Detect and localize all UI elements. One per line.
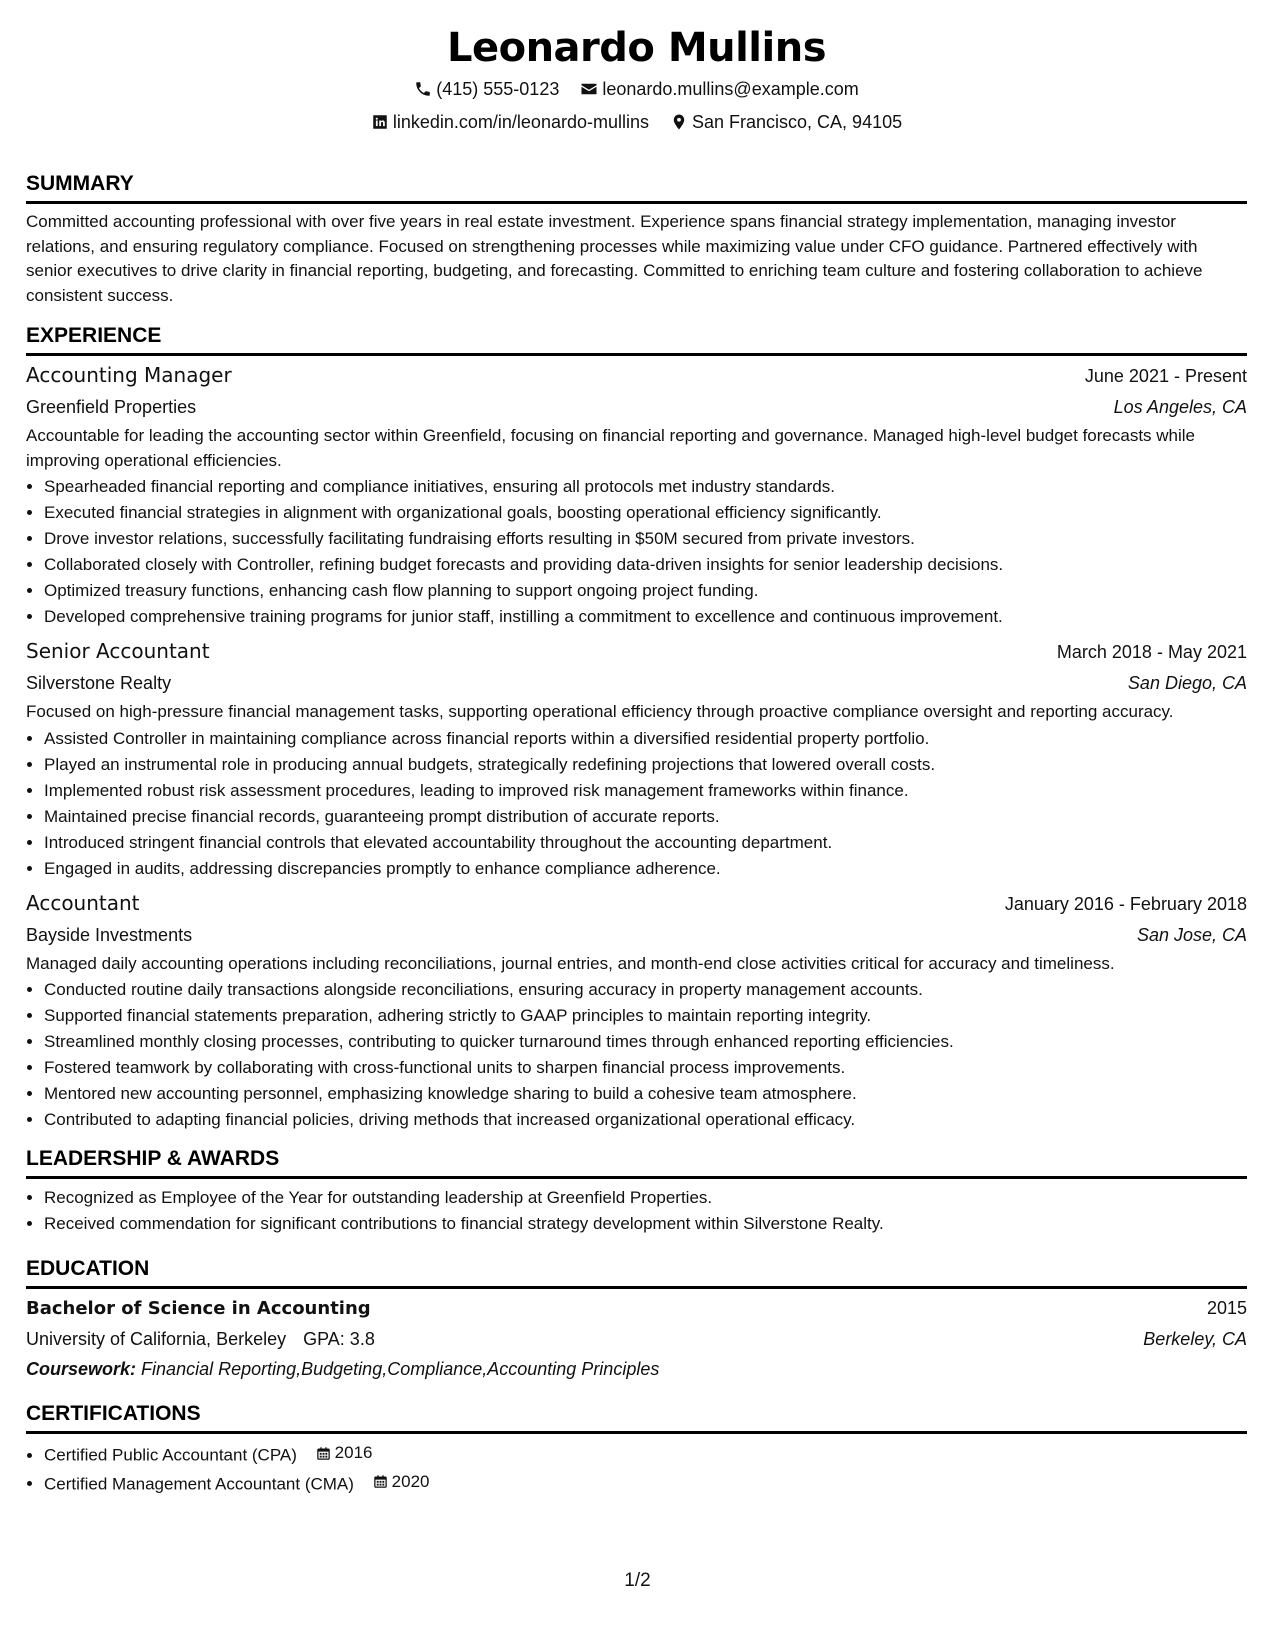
job-dates: June 2021 - Present: [1084, 366, 1247, 386]
job-location: San Jose, CA: [1136, 924, 1247, 945]
job-dates: March 2018 - May 2021: [1056, 642, 1247, 662]
summary-heading: SUMMARY: [26, 170, 1247, 204]
job-description: Accountable for leading the accounting sector within Greenfield, focusing on financial reporting and governance. Managed high-level budget forecasts while improving operational efficiencies.: [26, 426, 1196, 470]
calendar-icon: [316, 1446, 331, 1461]
calendar-icon: [373, 1474, 388, 1489]
certifications-section: [26, 1400, 1247, 1497]
job-description: Managed daily accounting operations including reconciliations, journal entries, and month-end close activities critical for accuracy and timeliness.: [26, 953, 1115, 973]
list-item: • Played an instrumental role in producing annual budgets, strategically redefining projections that lowered overall costs.: [44, 752, 1247, 778]
contact-line-1: [26, 74, 1247, 107]
job-title: Accountant: [26, 890, 140, 915]
job-company: Silverstone Realty: [26, 673, 172, 693]
job-dates: January 2016 - February 2018: [1004, 893, 1247, 914]
list-item: • Spearheaded financial reporting and compliance initiatives, ensuring all protocols met industry standards.: [44, 474, 1247, 500]
list-item: • Introduced stringent financial controls that elevated accountability throughout the accounting department.: [44, 830, 1247, 856]
job-title: Accounting Manager: [26, 363, 232, 387]
job-entry: [26, 636, 1247, 882]
job-company: Bayside Investments: [26, 924, 193, 945]
list-item: • Implemented robust risk assessment procedures, leading to improved risk management frameworks within finance.: [44, 778, 1247, 804]
linkedin-icon: [371, 113, 389, 131]
job-title: Senior Accountant: [26, 639, 210, 663]
cert-year: 2016: [334, 1443, 373, 1462]
degree: Bachelor of Science in Accounting: [26, 1298, 371, 1319]
school-name: University of California, Berkeley: [26, 1329, 287, 1349]
education-section: [26, 1255, 1247, 1384]
location-contact: [670, 107, 902, 137]
list-item: • Drove investor relations, successfully facilitating fundraising efforts resulting in $50M secured from private investors.: [44, 526, 1247, 552]
job-description: Focused on high-pressure financial management tasks, supporting operational efficiency through proactive compliance oversight and reporting accuracy.: [26, 702, 1174, 721]
leadership-section: [26, 1145, 1247, 1237]
job-company: Greenfield Properties: [26, 397, 197, 417]
cert-date: [316, 1440, 373, 1466]
list-item: [44, 1469, 1247, 1498]
phone-contact: [414, 74, 559, 104]
education-heading: EDUCATION: [26, 1255, 1247, 1289]
cert-name: Certified Public Accountant (CPA): [44, 1445, 297, 1465]
school-location: Berkeley, CA: [1143, 1329, 1247, 1349]
list-item: • Executed financial strategies in alignment with organizational goals, boosting operational efficiency significantly.: [44, 500, 1247, 526]
list-item: • Optimized treasury functions, enhancing cash flow planning to support ongoing project funding.: [44, 578, 1247, 604]
list-item: • Fostered teamwork by collaborating with cross-functional units to sharpen financial process improvements.: [44, 1055, 1247, 1081]
job-bullets: [26, 977, 1247, 1133]
certifications-list: [26, 1440, 1247, 1497]
list-item: • Received commendation for significant contributions to financial strategy development within Silverstone Realty.: [44, 1211, 1247, 1237]
list-item: • Supported financial statements preparation, adhering strictly to GAAP principles to maintain reporting integrity.: [44, 1003, 1247, 1029]
email-contact[interactable]: [580, 74, 858, 104]
cert-name: Certified Management Accountant (CMA): [44, 1474, 354, 1493]
list-item: • Developed comprehensive training programs for junior staff, instilling a commitment to excellence and continuous improvement.: [44, 604, 1247, 630]
leadership-heading: LEADERSHIP & AWARDS: [26, 1145, 1247, 1179]
leadership-bullets: [26, 1185, 1247, 1237]
school-line: [26, 1324, 375, 1354]
job-location: Los Angeles, CA: [1113, 397, 1247, 417]
linkedin-contact[interactable]: [371, 107, 649, 137]
coursework: [26, 1354, 1247, 1384]
gpa: GPA: 3.8: [303, 1329, 375, 1349]
list-item: • Assisted Controller in maintaining compliance across financial reports within a diversified residential property portfolio.: [44, 726, 1247, 752]
experience-section: [26, 322, 1247, 1133]
summary-text: Committed accounting professional with over five years in real estate investment. Experience spans financial strategy implementation, managing investor relations, and ensuring regulatory compliance. Focused on strengthening processes while maximizing value under CFO guidance. Partnered effectively with senior executives to drive clarity in financial reporting, budgeting, and forecasting. Committed to enriching team culture and fostering collaboration to achieve consistent success.: [26, 212, 1203, 305]
cert-date: [373, 1469, 430, 1495]
list-item: • Streamlined monthly closing processes, contributing to quicker turnaround times through enhanced reporting efficiencies.: [44, 1029, 1247, 1055]
candidate-name: Leonardo Mullins: [446, 25, 827, 71]
phone-icon: [414, 80, 432, 98]
envelope-icon: [580, 80, 598, 98]
graduation-year: 2015: [1206, 1298, 1247, 1318]
cert-year: 2020: [391, 1471, 430, 1491]
list-item: • Collaborated closely with Controller, refining budget forecasts and providing data-driven insights for senior leadership decisions.: [44, 552, 1247, 578]
linkedin-text[interactable]: linkedin.com/in/leonardo-mullins: [392, 112, 649, 132]
list-item: • Maintained precise financial records, guaranteeing prompt distribution of accurate reports.: [44, 804, 1247, 830]
list-item: [44, 1440, 1247, 1469]
location-text: San Francisco, CA, 94105: [692, 112, 903, 132]
job-bullets: [26, 474, 1247, 630]
job-entry: [26, 360, 1247, 630]
job-location: San Diego, CA: [1127, 673, 1247, 693]
list-item: • Mentored new accounting personnel, emphasizing knowledge sharing to build a cohesive team atmosphere.: [44, 1081, 1247, 1107]
list-item: • Contributed to adapting financial policies, driving methods that increased organizational operational efficacy.: [44, 1107, 1247, 1133]
page-number: 1/2: [624, 1570, 651, 1591]
list-item: • Recognized as Employee of the Year for outstanding leadership at Greenfield Properties.: [44, 1185, 1247, 1211]
phone-text: (415) 555-0123: [436, 79, 560, 99]
certifications-heading: CERTIFICATIONS: [26, 1400, 1247, 1434]
experience-heading: EXPERIENCE: [26, 322, 1247, 356]
contact-line-2: [26, 107, 1247, 140]
summary-section: [26, 170, 1247, 308]
coursework-list: Financial Reporting,Budgeting,Compliance,Accounting Principles: [141, 1359, 660, 1379]
job-entry: [26, 888, 1247, 1134]
job-bullets: [26, 726, 1247, 882]
coursework-label: Coursework:: [26, 1359, 137, 1379]
list-item: • Engaged in audits, addressing discrepancies promptly to enhance compliance adherence.: [44, 856, 1247, 882]
map-pin-icon: [670, 113, 688, 131]
list-item: • Conducted routine daily transactions alongside reconciliations, ensuring accuracy in property management accounts.: [44, 977, 1247, 1003]
email-text[interactable]: leonardo.mullins@example.com: [602, 79, 859, 99]
